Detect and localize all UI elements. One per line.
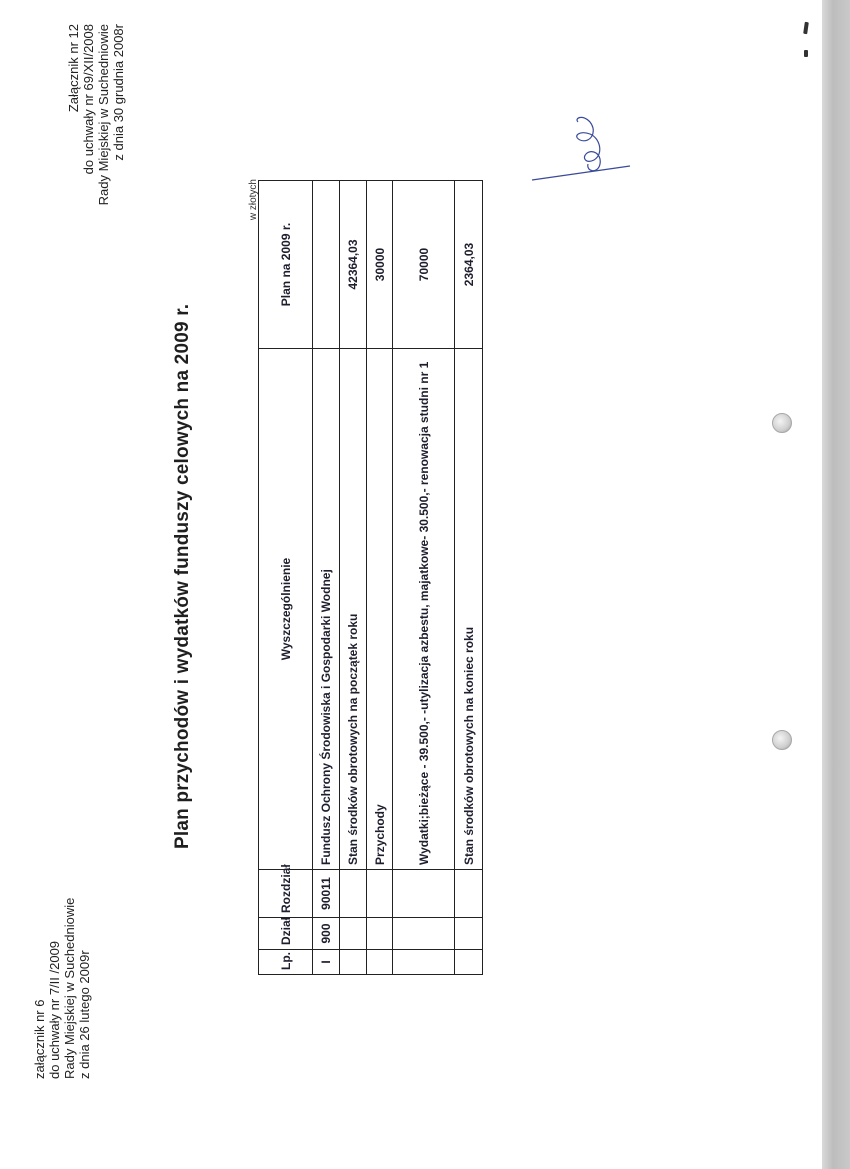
note-line: z dnia 26 lutego 2009r (77, 950, 92, 1079)
table-row (455, 181, 483, 975)
cell-rozdzial (455, 870, 483, 918)
cell-dzial (367, 918, 393, 950)
table-header-row (259, 181, 313, 975)
cell-plan: 70000 (393, 181, 455, 349)
attachment-note-left (32, 779, 92, 1079)
cell-lp (455, 950, 483, 975)
note-line: z dnia 30 grudnia 2008r (111, 24, 126, 161)
cell-rozdzial (340, 870, 367, 918)
cell-rozdzial (393, 870, 455, 918)
document-title: Plan przychodów i wydatków funduszy celowych na 2009 r. (172, 303, 193, 849)
header-lp: Lp. (259, 950, 313, 975)
attachment-note-right (66, 24, 126, 274)
cell-rozdzial: 90011 (313, 870, 340, 918)
cell-rozdzial (367, 870, 393, 918)
cell-lp (340, 950, 367, 975)
cell-plan: 42364,03 (340, 181, 367, 349)
note-line: Rady Miejskiej w Suchedniowie (62, 897, 77, 1079)
cell-lp: I (313, 950, 340, 975)
cell-description: Fundusz Ochrony Środowiska i Gospodarki Wodnej (313, 349, 340, 870)
note-line: Załącznik nr 12 (66, 24, 81, 113)
unit-label: w złotych (248, 179, 259, 221)
cell-dzial (340, 918, 367, 950)
cell-description: Przychody (367, 349, 393, 870)
table-row (393, 181, 455, 975)
note-line: załącznik nr 6 (32, 999, 47, 1079)
table-row (313, 181, 340, 975)
table-row (340, 181, 367, 975)
header-description: Wyszczególnienie (259, 349, 313, 870)
cell-plan (313, 181, 340, 349)
cell-lp (367, 950, 393, 975)
header-dzial: Dział (259, 918, 313, 950)
cell-plan: 2364,03 (455, 181, 483, 349)
cell-dzial (393, 918, 455, 950)
table-row (367, 181, 393, 975)
cell-description: Stan środków obrotowych na koniec roku (455, 349, 483, 870)
cell-plan: 30000 (367, 181, 393, 349)
header-rozdzial: Rozdział (259, 870, 313, 918)
cell-dzial: 900 (313, 918, 340, 950)
note-line: do uchwały nr 69/XII/2008 (81, 24, 96, 175)
note-line: Rady Miejskiej w Suchedniowie (96, 24, 111, 206)
cell-dzial (455, 918, 483, 950)
handwritten-signature (528, 84, 638, 194)
cell-description: Stan środków obrotowych na początek roku (340, 349, 367, 870)
cell-lp (393, 950, 455, 975)
plan-table (258, 180, 483, 975)
note-line: do uchwały nr 7/II /2009 (47, 940, 62, 1079)
header-plan: Plan na 2009 r. (259, 181, 313, 349)
cell-description: Wydatki;bieżące - 39.500,- -utylizacja azbestu, majatkowe- 30.500,- renowacja studni nr 1 (393, 349, 455, 870)
